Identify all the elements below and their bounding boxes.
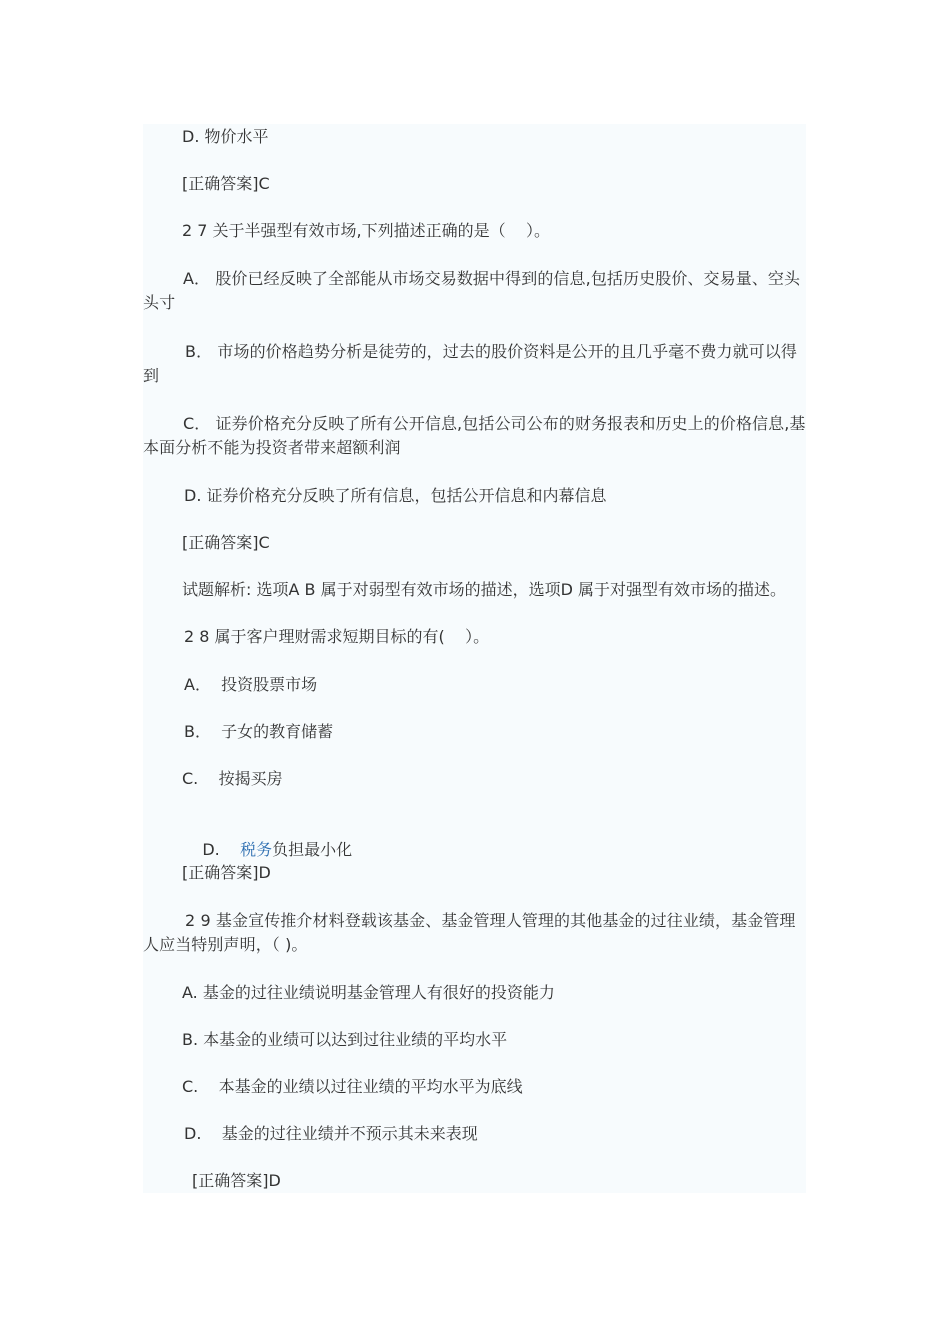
answer-28: [正确答案]D: [182, 863, 271, 882]
question-29: 2 9 基金宣传推介材料登载该基金、基金管理人管理的其他基金的过往业绩，基金管理人应当特别声明，（ )。: [143, 911, 796, 954]
answer-26: [正确答案]C: [182, 174, 270, 193]
option-d-text: 负担最小化: [272, 840, 353, 859]
question-29-option-a: A. 基金的过往业绩说明基金管理人有很好的投资能力: [182, 983, 555, 1002]
answer-27: [正确答案]C: [182, 533, 270, 552]
option-d-price-level: D. 物价水平: [182, 127, 269, 146]
question-29-option-c: C. 本基金的业绩以过往业绩的平均水平为底线: [182, 1077, 523, 1096]
question-27-explanation: 试题解析: 选项A B 属于对弱型有效市场的描述，选项D 属于对强型有效市场的描述。: [182, 580, 786, 599]
question-27-option-c: C． 证券价格充分反映了所有公开信息,包括公司公布的财务报表和历史上的价格信息,基本面分析不能为投资者带来超额利润: [143, 414, 806, 457]
question-27: 2 7 关于半强型有效市场,下列描述正确的是（ ）。: [182, 221, 550, 240]
question-27-option-b: B． 市场的价格趋势分析是徒劳的，过去的股价资料是公开的且几乎毫不费力就可以得到: [143, 342, 797, 385]
option-d-label: D.: [202, 840, 241, 859]
answer-29: [正确答案]D: [192, 1171, 281, 1190]
question-28-option-c: C. 按揭买房: [182, 769, 283, 788]
question-27-option-a: A． 股价已经反映了全部能从市场交易数据中得到的信息,包括历史股价、交易量、空头头寸: [143, 269, 801, 312]
question-28-option-b: B． 子女的教育储蓄: [184, 722, 334, 741]
tax-link[interactable]: 税务: [240, 840, 273, 859]
question-29-option-b: B. 本基金的业绩可以达到过往业绩的平均水平: [182, 1030, 508, 1049]
question-27-option-d: D. 证券价格充分反映了所有信息，包括公开信息和内幕信息: [184, 486, 607, 505]
content-block: [143, 124, 806, 1193]
question-29-option-d: D. 基金的过往业绩并不预示其未来表现: [184, 1124, 478, 1143]
question-28: 2 8 属于客户理财需求短期目标的有( ）。: [184, 627, 490, 646]
question-28-option-a: A． 投资股票市场: [184, 675, 318, 694]
